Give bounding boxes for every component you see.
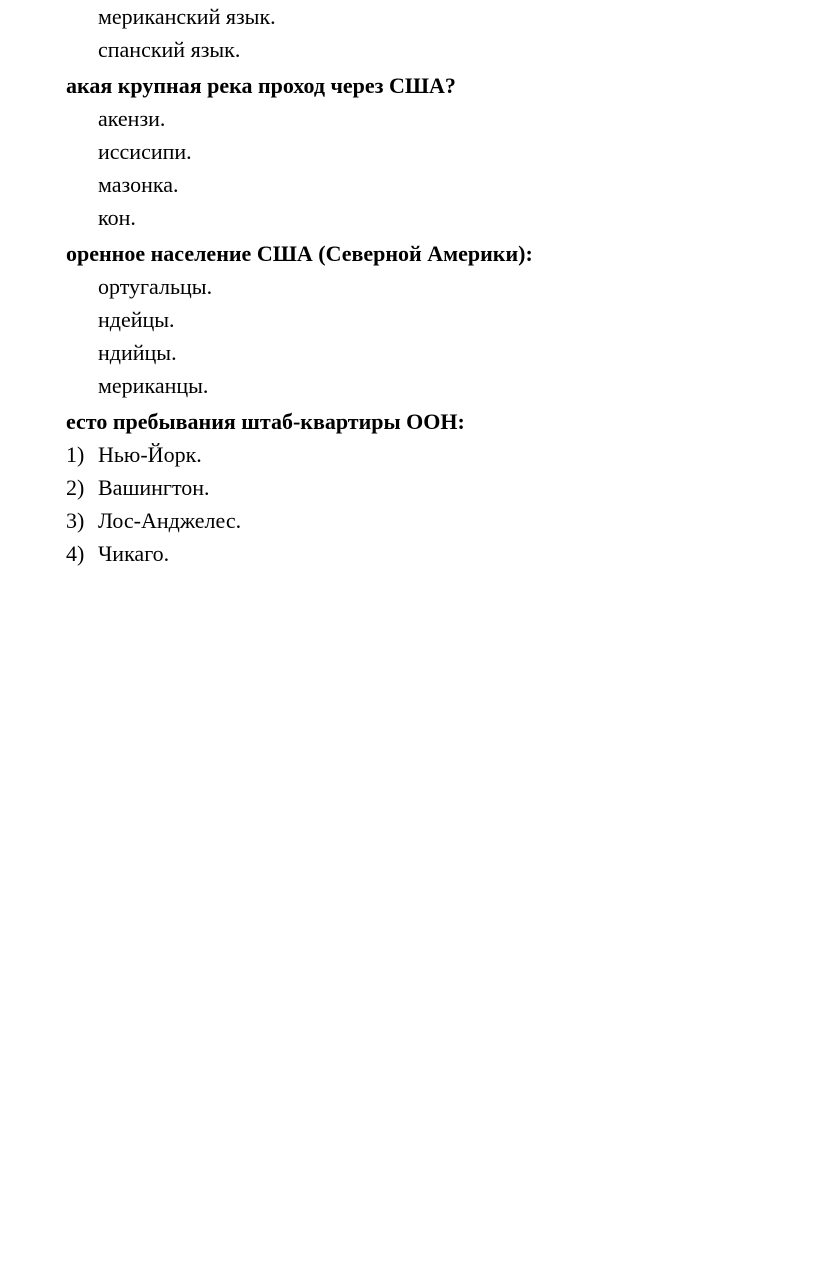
answer-option: иссисипи.: [98, 139, 192, 164]
answer-number: 1): [66, 442, 85, 467]
answer-option: Лос-Анджелес.: [98, 508, 242, 533]
question-heading: акая крупная река проход через США?: [66, 73, 456, 98]
answer-option: акензи.: [98, 106, 166, 131]
question-heading: есто пребывания штаб-квартиры ООН:: [66, 409, 465, 434]
answer-option: кон.: [98, 205, 136, 230]
answer-option: Чикаго.: [98, 541, 170, 566]
answer-option: спанский язык.: [98, 37, 241, 62]
answer-option: мериканцы.: [98, 373, 209, 398]
answer-option: ндейцы.: [98, 307, 175, 332]
answer-number: 2): [66, 475, 85, 500]
answer-option: Вашингтон.: [98, 475, 210, 500]
answer-number: 3): [66, 508, 85, 533]
answer-option: ндийцы.: [98, 340, 177, 365]
question-heading: оренное население США (Северной Америки):: [66, 241, 533, 266]
answer-number: 4): [66, 541, 85, 566]
answer-option: ортугальцы.: [98, 274, 213, 299]
answer-option: мериканский язык.: [98, 4, 276, 29]
answer-option: Нью-Йорк.: [98, 442, 202, 467]
answer-option: мазонка.: [98, 172, 179, 197]
